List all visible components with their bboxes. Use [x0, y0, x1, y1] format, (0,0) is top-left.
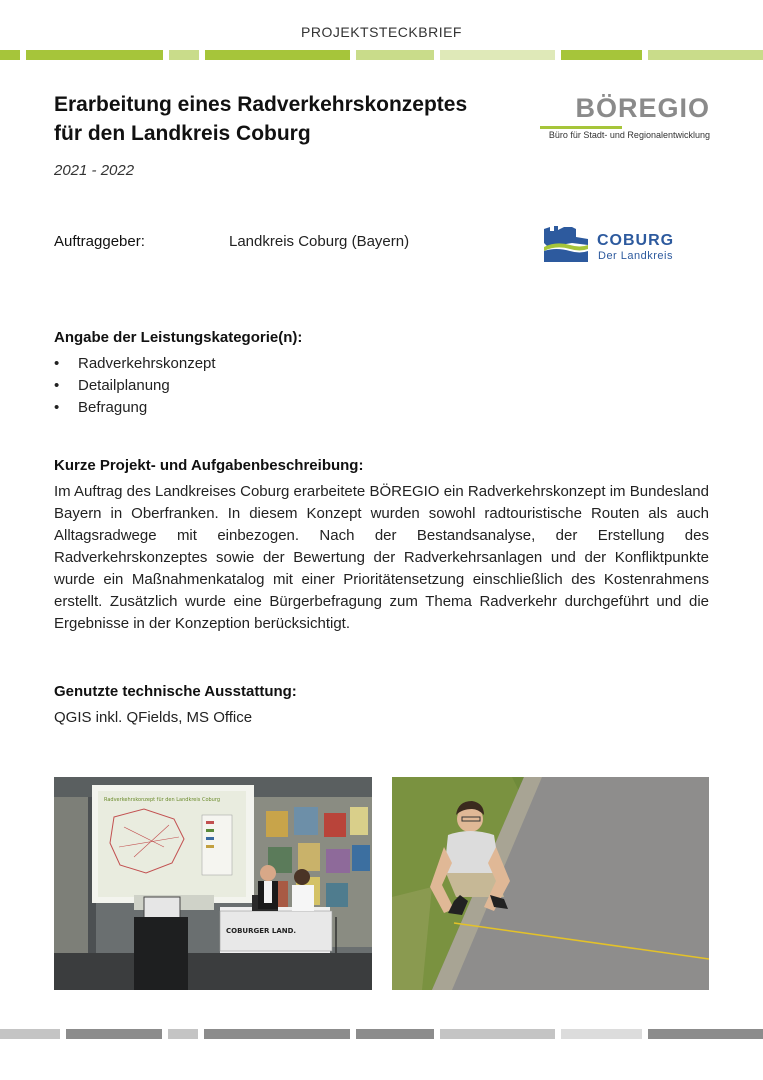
equipment-text: QGIS inkl. QFields, MS Office — [54, 709, 253, 726]
boregio-logo-subtitle: Büro für Stadt- und Regionalentwicklung — [548, 130, 710, 140]
description-heading: Kurze Projekt- und Aufgabenbeschreibung: — [54, 457, 364, 474]
presentation-photo — [54, 777, 372, 990]
boregio-logo — [540, 93, 710, 140]
services-heading: Angabe der Leistungskategorie(n): — [54, 329, 303, 346]
coburg-logo-tagline: Der Landkreis — [598, 250, 673, 262]
coburg-logo-word: COBURG — [597, 232, 675, 249]
project-title — [54, 90, 524, 148]
boregio-logo-underline — [540, 126, 622, 129]
client-value: Landkreis Coburg (Bayern) — [229, 233, 410, 250]
project-title-line2: für den Landkreis Coburg — [54, 122, 311, 145]
description-text: Im Auftrag des Landkreises Coburg erarbeitete BÖREGIO ein Radverkehrskonzept im Bundesland Bayern in Oberfranken. In diesem Konzept wurden sowohl radtouristische Routen als auch Alltagsradwege mit einbezogen. Nach der Bestandsanalyse, der Erstellung des Radverkehrskonzeptes sowie der Bewertung der Radverkehrsanlagen und der Konfliktpunkte wurde ein Maßnahmenkatalog mit einer Prioritätensetzung einschließlich des Kostenrahmens erstellt. Zusätzlich wurde eine Bürgerbefragung zum Thema Radverkehr durchgeführt und die Ergebnisse in der Konzeption berücksichtigt. — [54, 483, 709, 632]
list-item: • Radverkehrskonzept — [54, 355, 216, 372]
project-title-line1: Erarbeitung eines Radverkehrskonzeptes — [54, 93, 468, 116]
measuring-photo — [392, 777, 709, 990]
services-list — [54, 353, 216, 419]
coburg-logo — [542, 222, 712, 264]
top-color-bar — [0, 50, 763, 60]
header-label: PROJEKTSTECKBRIEF — [301, 24, 462, 40]
coburg-emblem-icon — [542, 223, 590, 263]
boregio-logo-name: BÖREGIO — [575, 93, 710, 123]
client-label: Auftraggeber: — [54, 233, 145, 250]
list-item: • Detailplanung — [54, 377, 170, 394]
coburger-land-banner: COBURGER LAND. — [226, 927, 297, 935]
project-years: 2021 - 2022 — [54, 162, 135, 179]
list-item: • Befragung — [54, 399, 148, 416]
equipment-heading: Genutzte technische Ausstattung: — [54, 683, 297, 700]
slide-title: Radverkehrskonzept für den Landkreis Coburg — [104, 797, 220, 803]
bottom-color-bar — [0, 1029, 763, 1039]
